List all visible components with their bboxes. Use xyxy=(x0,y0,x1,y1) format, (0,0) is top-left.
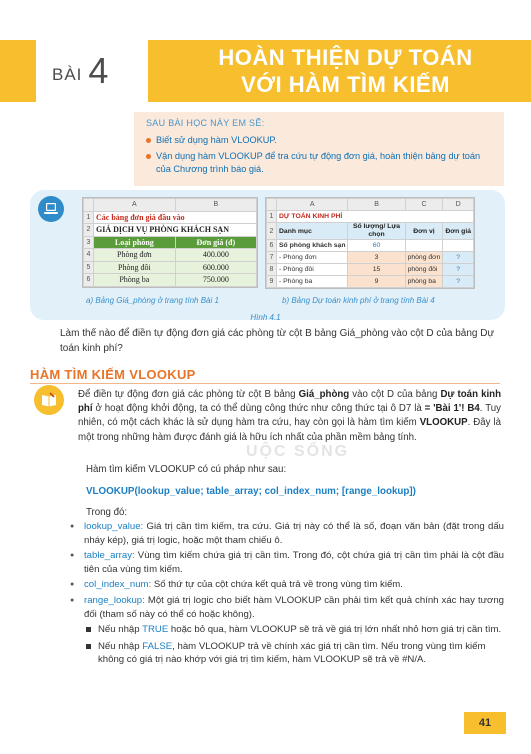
objective-item: Vận dụng hàm VLOOKUP để tra cứu tự động đơn giá, hoàn thiện bảng dự toán của Chương trình báo giá. xyxy=(146,150,494,176)
sub-list-item xyxy=(68,640,504,667)
text-run: , hàm VLOOKUP trả về chính xác giá trị cần tìm. Nếu trong vùng tìm kiếm không có giá trị nào khớp với giá trị tìm kiếm, hàm VLOOKUP sẽ trả về #N/A. xyxy=(98,640,486,666)
col-header: A xyxy=(277,199,348,211)
row-number: 9 xyxy=(267,276,277,288)
text-run: Nếu nhập xyxy=(98,640,143,652)
laptop-icon xyxy=(38,196,64,222)
param-name: range_lookup: xyxy=(84,594,145,606)
table-cell: ? xyxy=(443,264,474,276)
table-cell: ? xyxy=(443,252,474,264)
watermark-text: UỘC SỐNG xyxy=(246,443,350,460)
paragraph-intro xyxy=(78,388,501,445)
param-name: table_array: xyxy=(84,550,135,562)
table-cell: - Phòng đơn xyxy=(277,252,348,264)
keyword: FALSE xyxy=(142,640,173,652)
table-cell: Số phòng khách sạn xyxy=(277,240,348,252)
table-cell xyxy=(405,240,443,252)
table-header: Danh mục xyxy=(277,223,348,240)
table-cell xyxy=(443,240,474,252)
paragraph-syntax-intro: Hàm tìm kiếm VLOOKUP có cú pháp như sau: xyxy=(86,464,287,475)
param-name: lookup_value: xyxy=(84,521,144,532)
parameter-list xyxy=(68,520,504,670)
sheet-subtitle: GIÁ DỊCH VỤ PHÒNG KHÁCH SẠN xyxy=(94,224,257,237)
section-title: HÀM TÌM KIẾM VLOOKUP xyxy=(30,367,196,382)
row-number: 3 xyxy=(84,236,94,249)
lesson-badge xyxy=(36,40,148,102)
col-header: A xyxy=(94,199,176,212)
list-item xyxy=(68,520,504,547)
paragraph-where: Trong đó: xyxy=(86,507,128,518)
param-desc: Số thứ tự của cột chứa kết quả trả về trong vùng tìm kiếm. xyxy=(151,579,403,591)
table-cell: ? xyxy=(443,276,474,288)
param-desc: Vùng tìm kiếm chứa giá trị cần tìm. Trong đó, cột chứa giá trị cần tìm phải là cột đầu tiên của vùng tìm kiếm. xyxy=(84,550,504,575)
spreadsheet-gia-phong xyxy=(82,197,258,288)
table-header: Đơn giá xyxy=(443,223,474,240)
vlookup-syntax: VLOOKUP(lookup_value; table_array; col_index_num; [range_lookup]) xyxy=(86,486,416,497)
figure-label: Hình 4.1 xyxy=(250,313,281,322)
row-number: 8 xyxy=(267,264,277,276)
sheet-title: Các bảng đơn giá đầu vào xyxy=(94,211,257,224)
table-cell: phòng đơn xyxy=(405,252,443,264)
lesson-title-line-2: VỚI HÀM TÌM KIẾM xyxy=(241,72,450,97)
table-cell: phòng ba xyxy=(405,276,443,288)
table-header: Đơn vị xyxy=(405,223,443,240)
table-cell: Phòng đơn xyxy=(94,249,176,262)
section-divider xyxy=(30,383,500,384)
text-run: . Đây là một trong những hàm được đánh giá là hữu ích nhất của phần mềm bảng tính. xyxy=(78,417,502,443)
keyword: TRUE xyxy=(142,624,169,636)
param-name: col_index_num: xyxy=(84,579,152,591)
row-number: 4 xyxy=(84,249,94,262)
row-number: 1 xyxy=(267,211,277,223)
table-header: Loại phòng xyxy=(94,236,176,249)
table-cell: Phòng đôi xyxy=(94,261,176,274)
text-run: vào cột D của bảng xyxy=(349,389,441,400)
col-header: C xyxy=(405,199,443,211)
table-cell: 9 xyxy=(348,276,405,288)
table-cell: Phòng ba xyxy=(94,274,176,287)
objectives-heading: SAU BÀI HỌC NÀY EM SẼ: xyxy=(146,118,265,128)
warmup-question: Làm thế nào để điền tự động đơn giá các phòng từ cột B bảng Giá_phòng vào cột D của bảng Dự toán kinh phí? xyxy=(60,328,495,354)
caption-b: b) Bảng Dự toán kinh phí ở trang tính Bài 4 xyxy=(282,296,435,305)
col-header: B xyxy=(348,199,405,211)
list-item xyxy=(68,549,504,576)
table-header: Số lượng/ Lựa chọn xyxy=(348,223,405,240)
lesson-title-line-1: HOÀN THIỆN DỰ TOÁN xyxy=(218,45,473,70)
sheet-title: DỰ TOÁN KINH PHÍ xyxy=(277,211,474,223)
table-cell: 600.000 xyxy=(175,261,256,274)
table-cell: 400.000 xyxy=(175,249,256,262)
text-run-bold: = 'Bài 1'! B4 xyxy=(424,403,480,415)
row-number: 6 xyxy=(267,240,277,252)
text-run: Nếu nhập xyxy=(98,624,143,636)
table-cell: 15 xyxy=(348,264,405,276)
row-number: 6 xyxy=(84,274,94,287)
col-header: D xyxy=(443,199,474,211)
text-run: Để điền tự động đơn giá các phòng từ cột B bảng xyxy=(78,389,299,400)
text-run: . Tuy nhiên, có một cách khác là sử dụng hàm tra cứu, hay còn gọi là hàm tìm kiếm xyxy=(78,403,501,429)
col-header: B xyxy=(175,199,256,212)
row-number: 2 xyxy=(267,223,277,240)
row-number: 5 xyxy=(84,261,94,274)
lesson-title xyxy=(160,44,531,98)
text-run: ở hoạt động khởi động, ta có thể dùng công thức như công thức tại ô D7 là xyxy=(92,403,425,415)
objectives-box xyxy=(134,112,504,186)
text-run-bold: Dự toán kinh phí xyxy=(78,389,501,415)
text-run-bold: Giá_phòng xyxy=(298,389,350,400)
row-number: 7 xyxy=(267,252,277,264)
caption-a: a) Bảng Giá_phòng ở trang tính Bài 1 xyxy=(86,296,219,305)
table-cell: - Phòng đôi xyxy=(277,264,348,276)
table-cell: - Phòng ba xyxy=(277,276,348,288)
text-run: hoặc bỏ qua, hàm VLOOKUP sẽ trả về giá trị lớn nhất nhỏ hơn giá trị cần tìm. xyxy=(168,624,502,636)
objective-item: Biết sử dụng hàm VLOOKUP. xyxy=(146,134,494,147)
book-icon xyxy=(34,385,64,415)
row-number: 1 xyxy=(84,211,94,224)
table-cell: 60 xyxy=(348,240,405,252)
lesson-label: BÀI xyxy=(52,65,83,84)
list-item xyxy=(68,594,504,621)
sub-list-item xyxy=(68,623,504,637)
page-number: 41 xyxy=(464,712,506,734)
text-run-bold: VLOOKUP xyxy=(419,417,468,429)
table-cell: phòng đôi xyxy=(405,264,443,276)
lesson-number: 4 xyxy=(88,50,109,91)
table-cell: 750.000 xyxy=(175,274,256,287)
spreadsheet-du-toan xyxy=(265,197,475,289)
param-desc: Một giá trị logic cho biết hàm VLOOKUP cần phải tìm kết quả chính xác hay tương đối (tham số này có thể có hoặc không). xyxy=(84,594,504,620)
table-cell: 3 xyxy=(348,252,405,264)
param-desc: Giá trị cần tìm kiếm, tra cứu. Giá trị này có thể là số, đoạn văn bản (đặt trong dấu nháy kép), giá trị logic, hoặc một tham chiếu ô. xyxy=(84,521,504,546)
row-number: 2 xyxy=(84,224,94,237)
table-header: Đơn giá (đ) xyxy=(175,236,256,249)
list-item xyxy=(68,578,504,592)
